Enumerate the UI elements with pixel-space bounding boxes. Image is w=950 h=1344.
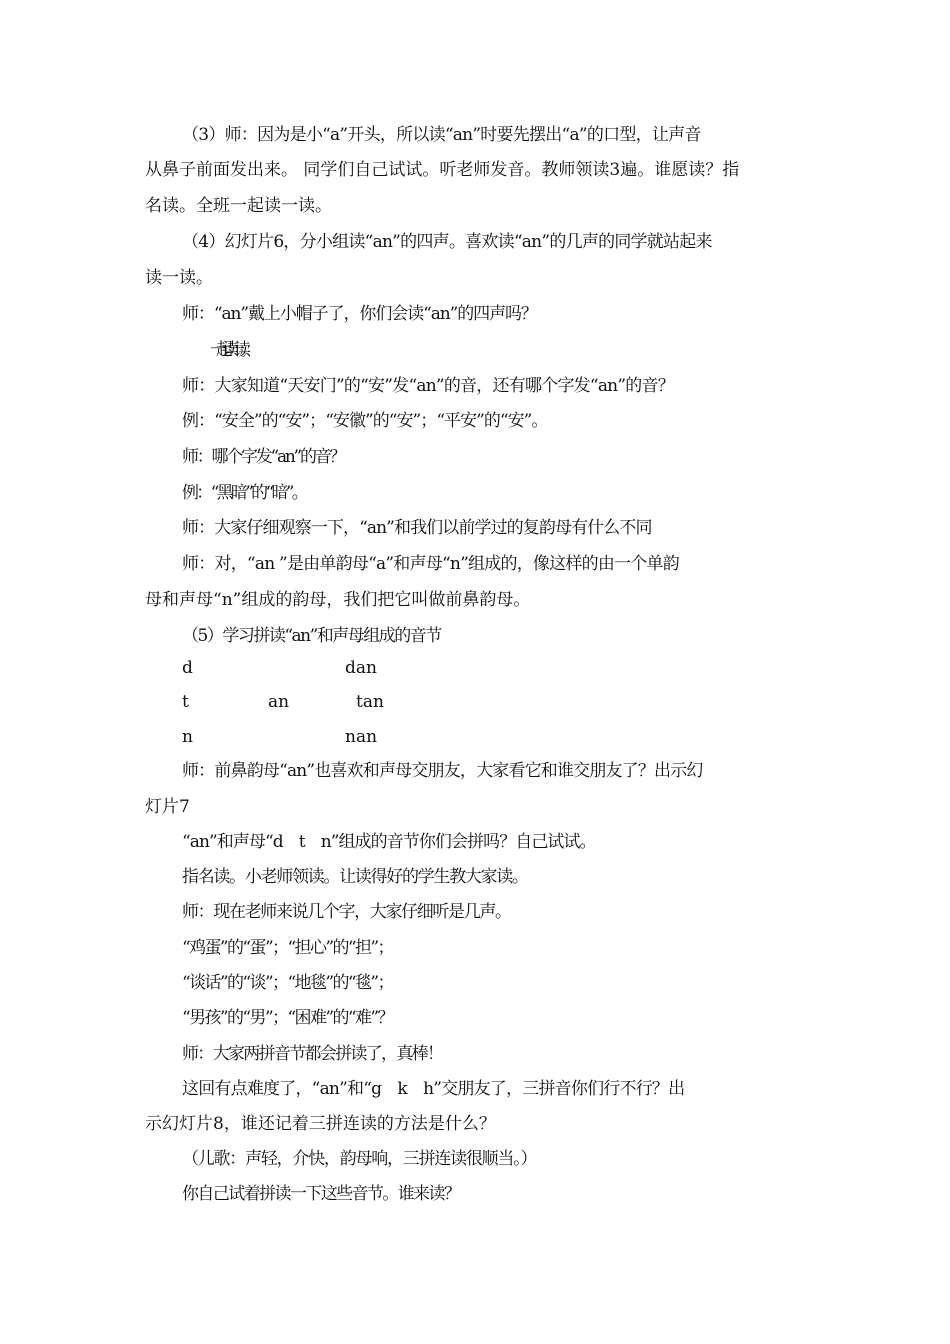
paragraph-line: 师：哪个字发“an”的音？ <box>182 447 345 467</box>
paragraph-line: 师：大家知道“天安门”的“安”发“an”的音，还有哪个字发“an”的音？ <box>182 376 674 396</box>
paragraph-line: 指名读。小老师领读。让读得好的学生教大家读。 <box>182 867 528 887</box>
paragraph-line: “an”和声母“d t n”组成的音节你们会拼吗？自己试试。 <box>182 832 596 852</box>
paragraph-line: 从鼻子前面发出来。 同学们自己试试。听老师发音。教师领读3遍。谁愿读？指 <box>145 160 740 180</box>
paragraph-line: 你自己试着拼读一下这些音节。谁来读？ <box>182 1184 460 1204</box>
paragraph-line: 师：大家两拼音节都会拼读了，真棒！ <box>182 1044 443 1064</box>
paragraph-line: 师：大家仔细观察一下，“an”和我们以前学过的复韵母有什么不同 <box>182 518 652 538</box>
paragraph-line: “鸡蛋”的“蛋”；“担心”的“担”； <box>182 938 393 958</box>
syllable-nan: nan <box>345 727 378 747</box>
paragraph-line: “男孩”的“男”；“困难”的“难”？ <box>182 1008 393 1028</box>
paragraph-line: （4）幻灯片6，分小组读“an”的四声。喜欢读“an”的几声的同学就站起来 <box>182 232 712 252</box>
paragraph-line: （3）师：因为是小“a”开头，所以读“an”时要先摆出“a”的口型，让声音 <box>182 125 701 145</box>
paragraph-line: 母和声母“n”组成的韵母，我们把它叫做前鼻韵母。 <box>145 590 531 610</box>
syllable-tan: tan <box>356 692 384 712</box>
paragraph-line: （儿歌：声轻，介快，韵母响，三拼连读很顺当。） <box>182 1149 537 1169</box>
initial-t: t <box>182 692 189 712</box>
paragraph-line: 这回有点难度了，“an”和“g k h”交朋友了，三拼音你们行不行？出 <box>182 1079 685 1099</box>
paragraph-line: 一起读一读。 <box>210 340 246 360</box>
initial-n: n <box>182 727 193 747</box>
paragraph-line: 名读。全班一起读一读。 <box>145 196 332 216</box>
paragraph-line: 师：现在老师来说几个字，大家仔细听是几声。 <box>182 902 511 922</box>
paragraph-line: 示幻灯片8，谁还记着三拼连读的方法是什么？ <box>145 1114 496 1134</box>
paragraph-line: 读一读。 <box>145 268 213 288</box>
paragraph-line: 师：前鼻韵母“an”也喜欢和声母交朋友，大家看它和谁交朋友了？出示幻 <box>182 761 703 781</box>
paragraph-line: 师：对，“an ”是由单韵母“a”和声母“n”组成的，像这样的由一个单韵 <box>182 554 679 574</box>
paragraph-line: “谈话”的“谈”；“地毯”的“毯”； <box>182 973 393 993</box>
section-heading: （5）学习拼读“an”和声母组成的音节 <box>182 626 441 646</box>
paragraph-line: 师：“an”戴上小帽子了，你们会读“an”的四声吗？ <box>182 304 537 324</box>
paragraph-line: 灯片7 <box>145 797 190 817</box>
initial-d: d <box>182 658 193 678</box>
syllable-dan: dan <box>345 658 377 678</box>
paragraph-line: 例：“安全”的“安”；“安徽”的“安”；“平安”的“安”。 <box>182 411 548 431</box>
paragraph-line: 例：“黑暗”的“暗”。 <box>182 483 307 503</box>
final-an: an <box>268 692 290 712</box>
